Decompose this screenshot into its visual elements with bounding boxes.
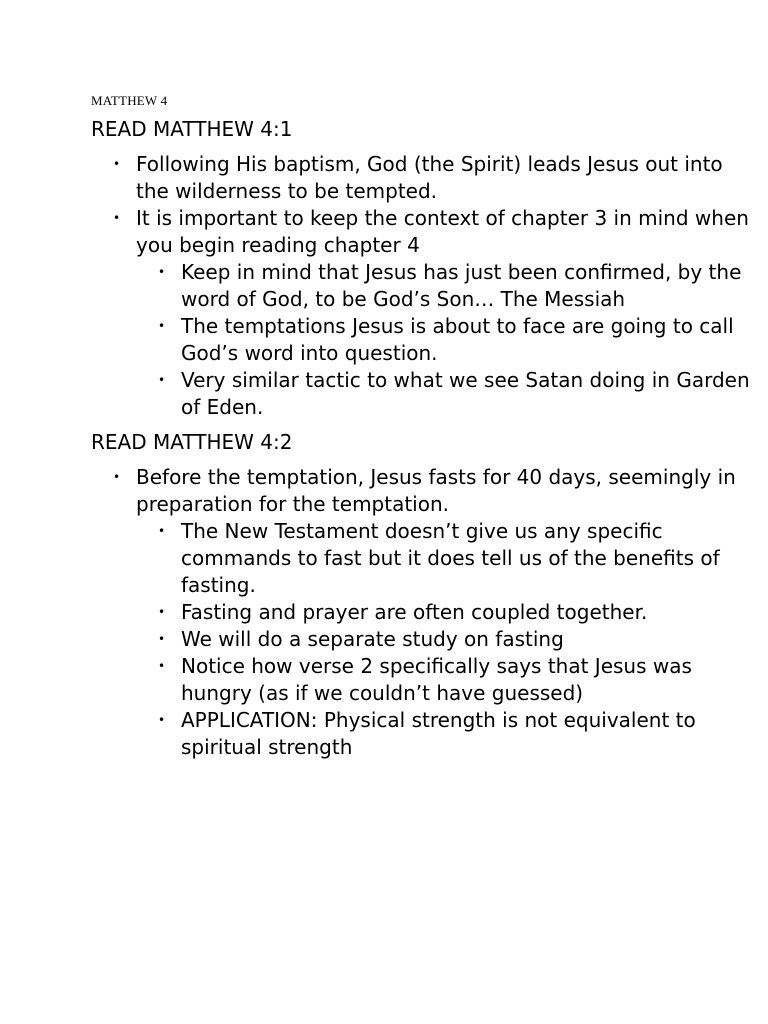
sub-list-item-text: The New Testament doesn’t give us any specific commands to fast but it does tell us of the benefits of fasting.	[181, 519, 720, 597]
sub-list-item	[136, 707, 751, 761]
sub-list-item	[136, 259, 751, 313]
sub-list-item	[136, 653, 751, 707]
bullet-icon: •	[158, 373, 166, 387]
bullet-icon: •	[158, 524, 166, 538]
list-item	[91, 464, 751, 761]
sub-list-item-text: Notice how verse 2 specifically says that Jesus was hungry (as if we couldn’t have guessed)	[181, 654, 692, 705]
sub-list-item-text: Fasting and prayer are often coupled together.	[181, 600, 648, 624]
sub-list-item-text: The temptations Jesus is about to face are going to call God’s word into question.	[181, 314, 734, 365]
document-title: MATTHEW 4	[91, 93, 168, 108]
sub-list-item	[136, 599, 751, 626]
bullet-icon: •	[158, 265, 166, 279]
list-item-text: It is important to keep the context of chapter 3 in mind when you begin reading chapter 4	[136, 206, 749, 257]
section-heading: READ MATTHEW 4:2	[91, 430, 293, 454]
bullet-icon: •	[113, 157, 121, 171]
list-item-text: Following His baptism, God (the Spirit) leads Jesus out into the wilderness to be tempted.	[136, 152, 723, 203]
bullet-icon: •	[113, 211, 121, 225]
sub-list-item-text: We will do a separate study on fasting	[181, 627, 564, 651]
sub-list-item	[136, 367, 751, 421]
sub-bullet-list	[136, 518, 751, 761]
list-item	[91, 205, 751, 421]
list-item	[91, 151, 751, 205]
bullet-icon: •	[158, 319, 166, 333]
bullet-list	[91, 151, 751, 421]
bullet-icon: •	[158, 659, 166, 673]
section-matthew-4-1	[91, 116, 751, 421]
section-heading: READ MATTHEW 4:1	[91, 117, 293, 141]
bullet-icon: •	[158, 713, 166, 727]
sub-list-item	[136, 518, 751, 599]
list-item-text: Before the temptation, Jesus fasts for 40 days, seemingly in preparation for the temptation.	[136, 465, 736, 516]
bullet-icon: •	[158, 632, 166, 646]
sub-bullet-list	[136, 259, 751, 421]
sub-list-item	[136, 313, 751, 367]
section-matthew-4-2	[91, 429, 751, 761]
bullet-icon: •	[158, 605, 166, 619]
sub-list-item	[136, 626, 751, 653]
sub-list-item-text: APPLICATION: Physical strength is not equivalent to spiritual strength	[181, 708, 696, 759]
bullet-icon: •	[113, 470, 121, 484]
sub-list-item-text: Very similar tactic to what we see Satan doing in Garden of Eden.	[181, 368, 750, 419]
bullet-list	[91, 464, 751, 761]
document-page	[91, 92, 751, 771]
sub-list-item-text: Keep in mind that Jesus has just been confirmed, by the word of God, to be God’s Son… The Messiah	[181, 260, 742, 311]
